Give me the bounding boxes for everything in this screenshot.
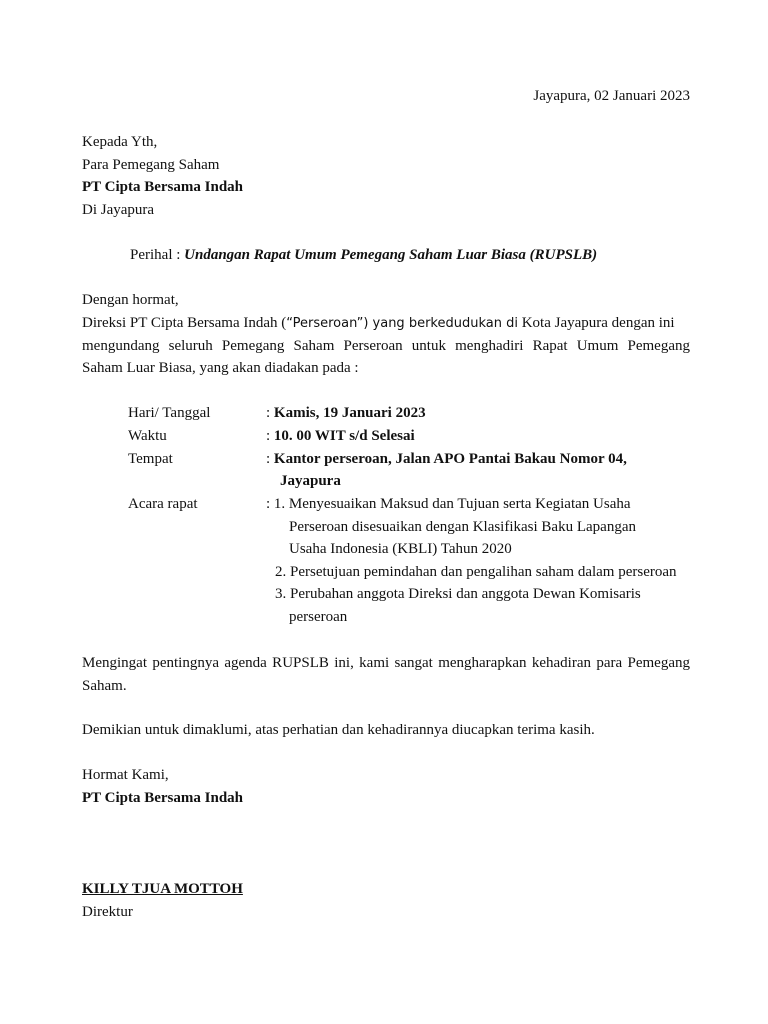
subject-text: Undangan Rapat Umum Pemegang Saham Luar Biasa (RUPSLB)	[184, 247, 598, 263]
time-value: 10. 00 WIT s/d Selesai	[273, 428, 415, 444]
salutation: Dengan hormat,	[82, 292, 179, 308]
intro-line-1	[82, 316, 690, 331]
agenda-item-1-line-1: 1. Menyesuaikan Maksud dan Tujuan serta Kegiatan Usaha	[273, 496, 631, 512]
place-row	[266, 452, 627, 467]
reminder-line-2: Saham.	[82, 678, 127, 694]
intro-line-2: mengundang seluruh Pemegang Saham Perseroan untuk menghadiri Rapat Umum Pemegang	[82, 338, 690, 354]
time-row	[266, 429, 415, 444]
agenda-item-3-line-1: 3. Perubahan anggota Direksi dan anggota Dewan Komisaris	[275, 586, 641, 602]
intro-line-1-c: Kota Jayapura dengan ini	[517, 315, 675, 331]
day-colon: :	[266, 405, 274, 421]
closing-text: Demikian untuk dimaklumi, atas perhatian dan kehadirannya diucapkan terima kasih.	[82, 722, 595, 738]
regards: Hormat Kami,	[82, 767, 169, 783]
agenda-item-1-line-3: Usaha Indonesia (KBLI) Tahun 2020	[289, 541, 512, 557]
agenda-label: Acara rapat	[128, 496, 198, 512]
day-row	[266, 406, 426, 421]
recipient-greeting: Kepada Yth,	[82, 134, 158, 150]
subject-label: Perihal :	[130, 247, 185, 263]
sender-company: PT Cipta Bersama Indah	[82, 790, 244, 806]
place-label: Tempat	[128, 451, 173, 467]
subject-line	[130, 248, 597, 263]
place-colon: :	[266, 451, 274, 467]
time-label: Waktu	[128, 428, 167, 444]
agenda-item-2: 2. Persetujuan pemindahan dan pengalihan saham dalam perseroan	[275, 564, 677, 580]
recipient-location: Di Jayapura	[82, 202, 155, 218]
agenda-item-3-line-2: perseroan	[289, 609, 348, 625]
place-value-line-1: Kantor perseroan, Jalan APO Pantai Bakau Nomor 04,	[273, 451, 627, 467]
agenda-colon: :	[266, 496, 274, 512]
recipient-group: Para Pemegang Saham	[82, 157, 220, 173]
time-colon: :	[266, 428, 274, 444]
intro-line-3: Saham Luar Biasa, yang akan diadakan pada :	[82, 360, 359, 376]
recipient-company: PT Cipta Bersama Indah	[82, 179, 244, 195]
day-value: Kamis, 19 Januari 2023	[273, 405, 426, 421]
place-value-line-2: Jayapura	[280, 473, 341, 489]
agenda-item-1-line-2: Perseroan disesuaikan dengan Klasifikasi Baku Lapangan	[289, 519, 636, 535]
reminder-line-1: Mengingat pentingnya agenda RUPSLB ini, kami sangat mengharapkan kehadiran para Pemegang	[82, 655, 690, 671]
place-date: Jayapura, 02 Januari 2023	[533, 88, 690, 104]
day-label: Hari/ Tanggal	[128, 405, 211, 421]
agenda-row-1	[266, 497, 631, 512]
signatory-title: Direktur	[82, 904, 133, 920]
signatory-name: KILLY TJUA MOTTOH	[82, 881, 243, 897]
intro-line-1-b: “Perseroan”) yang berkedudukan di	[286, 316, 518, 331]
intro-line-1-a: Direksi PT Cipta Bersama Indah (	[82, 315, 287, 331]
